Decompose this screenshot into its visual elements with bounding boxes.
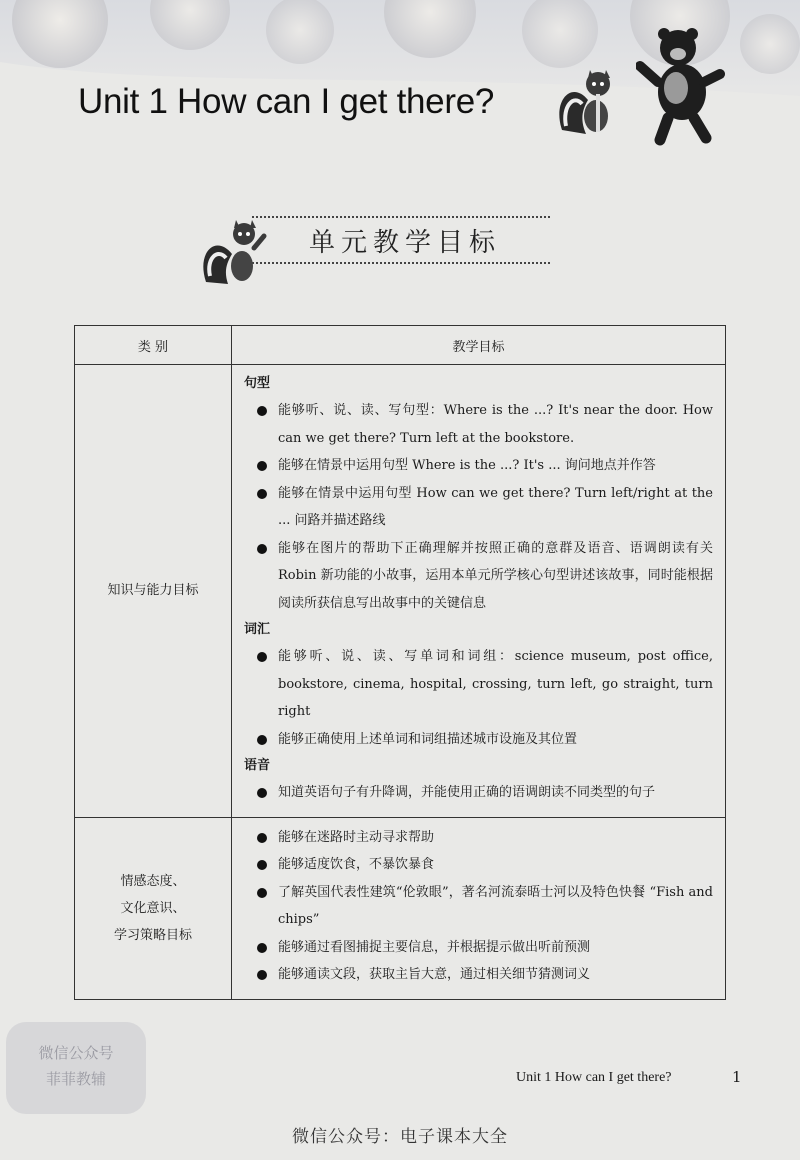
- list-item: [244, 535, 713, 618]
- list-item: [244, 851, 713, 879]
- subheading: 语音: [244, 758, 271, 773]
- list-item: [244, 480, 713, 535]
- category-line: 文化意识、: [120, 900, 186, 916]
- page-number: 1: [732, 1068, 742, 1086]
- list-item-text: 能够通读文段，获取主旨大意，通过相关细节猜测词义: [278, 967, 591, 982]
- bullet-icon: [257, 406, 267, 416]
- list-item-text: 能够在图片的帮助下正确理解并按照正确的意群及语音、语调朗读有关 Robin 新功能的小故事，运用本单元所学核心句型讲述该故事，同时能根据阅读所获信息写出故事中的关键信息: [278, 540, 713, 611]
- section-heading: 单元教学目标: [308, 228, 501, 258]
- list-item-text: 能够在迷路时主动寻求帮助: [278, 829, 435, 845]
- bullet-icon: [257, 860, 267, 870]
- bullet-icon: [257, 544, 267, 554]
- list-item-text: 能够在情景中运用句型 How can we get there? Turn left/right at the ... 问路并描述路线: [278, 485, 713, 528]
- bullet-icon: [257, 652, 267, 662]
- bullet-icon: [257, 735, 267, 745]
- list-item: [244, 452, 713, 480]
- list-item-text: 能够听、说、读、写单词和词组：science museum, post office, bookstore, cinema, hospital, crossing, turn left, go straight, turn right: [278, 649, 713, 719]
- list-item: [244, 779, 713, 807]
- row-content: [232, 817, 726, 999]
- list-item-text: 能够适度饮食，不暴饮暴食: [278, 857, 435, 872]
- bullet-icon: [257, 943, 267, 953]
- watermark-line: 菲菲教辅: [45, 1070, 106, 1088]
- category-line: 情感态度、: [120, 873, 186, 889]
- list-item: [244, 726, 713, 754]
- heading-top-rule: [252, 216, 550, 218]
- bullet-icon: [257, 489, 267, 499]
- page-title: Unit 1 How can I get there?: [78, 82, 495, 121]
- teaching-goals-table: [74, 325, 726, 1000]
- list-item: [244, 961, 713, 989]
- running-footer-title: Unit 1 How can I get there?: [516, 1070, 672, 1085]
- bullet-icon: [257, 888, 267, 898]
- list-item: [244, 824, 713, 852]
- list-item-text: 能够通过看图捕捉主要信息，并根据提示做出听前预测: [278, 939, 591, 955]
- bullet-icon: [257, 788, 267, 798]
- row-category: [75, 817, 232, 999]
- category-line: 学习策略目标: [113, 927, 192, 943]
- heading-bottom-rule: [252, 262, 550, 264]
- row-content: [232, 365, 726, 818]
- list-item-text: 了解英国代表性建筑“伦敦眼”，著名河流泰晤士河以及特色快餐 “Fish and chips”: [278, 884, 713, 927]
- subheading: 词汇: [244, 622, 271, 637]
- bottom-watermark-note: 微信公众号：电子课本大全: [292, 1127, 508, 1147]
- bullet-icon: [257, 970, 267, 980]
- watermark-line: 微信公众号: [38, 1044, 114, 1062]
- list-item-text: 能够正确使用上述单词和词组描述城市设施及其位置: [278, 731, 578, 747]
- list-item: [244, 934, 713, 962]
- bear-mascot-icon: [636, 26, 726, 146]
- row-category: 知识与能力目标: [75, 365, 232, 818]
- list-item-text: 知道英语句子有升降调，并能使用正确的语调朗读不同类型的句子: [278, 785, 656, 800]
- list-item: [244, 879, 713, 934]
- watermark-stamp: [6, 1022, 146, 1114]
- list-item-text: 能够听、说、读、写句型：Where is the ...? It's near the door. How can we get there? Turn left at the bookstore.: [278, 403, 713, 446]
- skunk-mascot-icon: [552, 60, 622, 144]
- table-header-row: [75, 326, 726, 365]
- bullet-icon: [257, 461, 267, 471]
- bullet-icon: [257, 833, 267, 843]
- subheading: 句型: [244, 376, 271, 391]
- list-item: [244, 643, 713, 726]
- list-item: [244, 397, 713, 452]
- list-item-text: 能够在情景中运用句型 Where is the ...? It's ... 询问地点并作答: [278, 458, 656, 473]
- table-row: [75, 817, 726, 999]
- header-goals: 教学目标: [232, 326, 726, 365]
- table-row: [75, 365, 726, 818]
- header-category: 类 别: [75, 326, 232, 365]
